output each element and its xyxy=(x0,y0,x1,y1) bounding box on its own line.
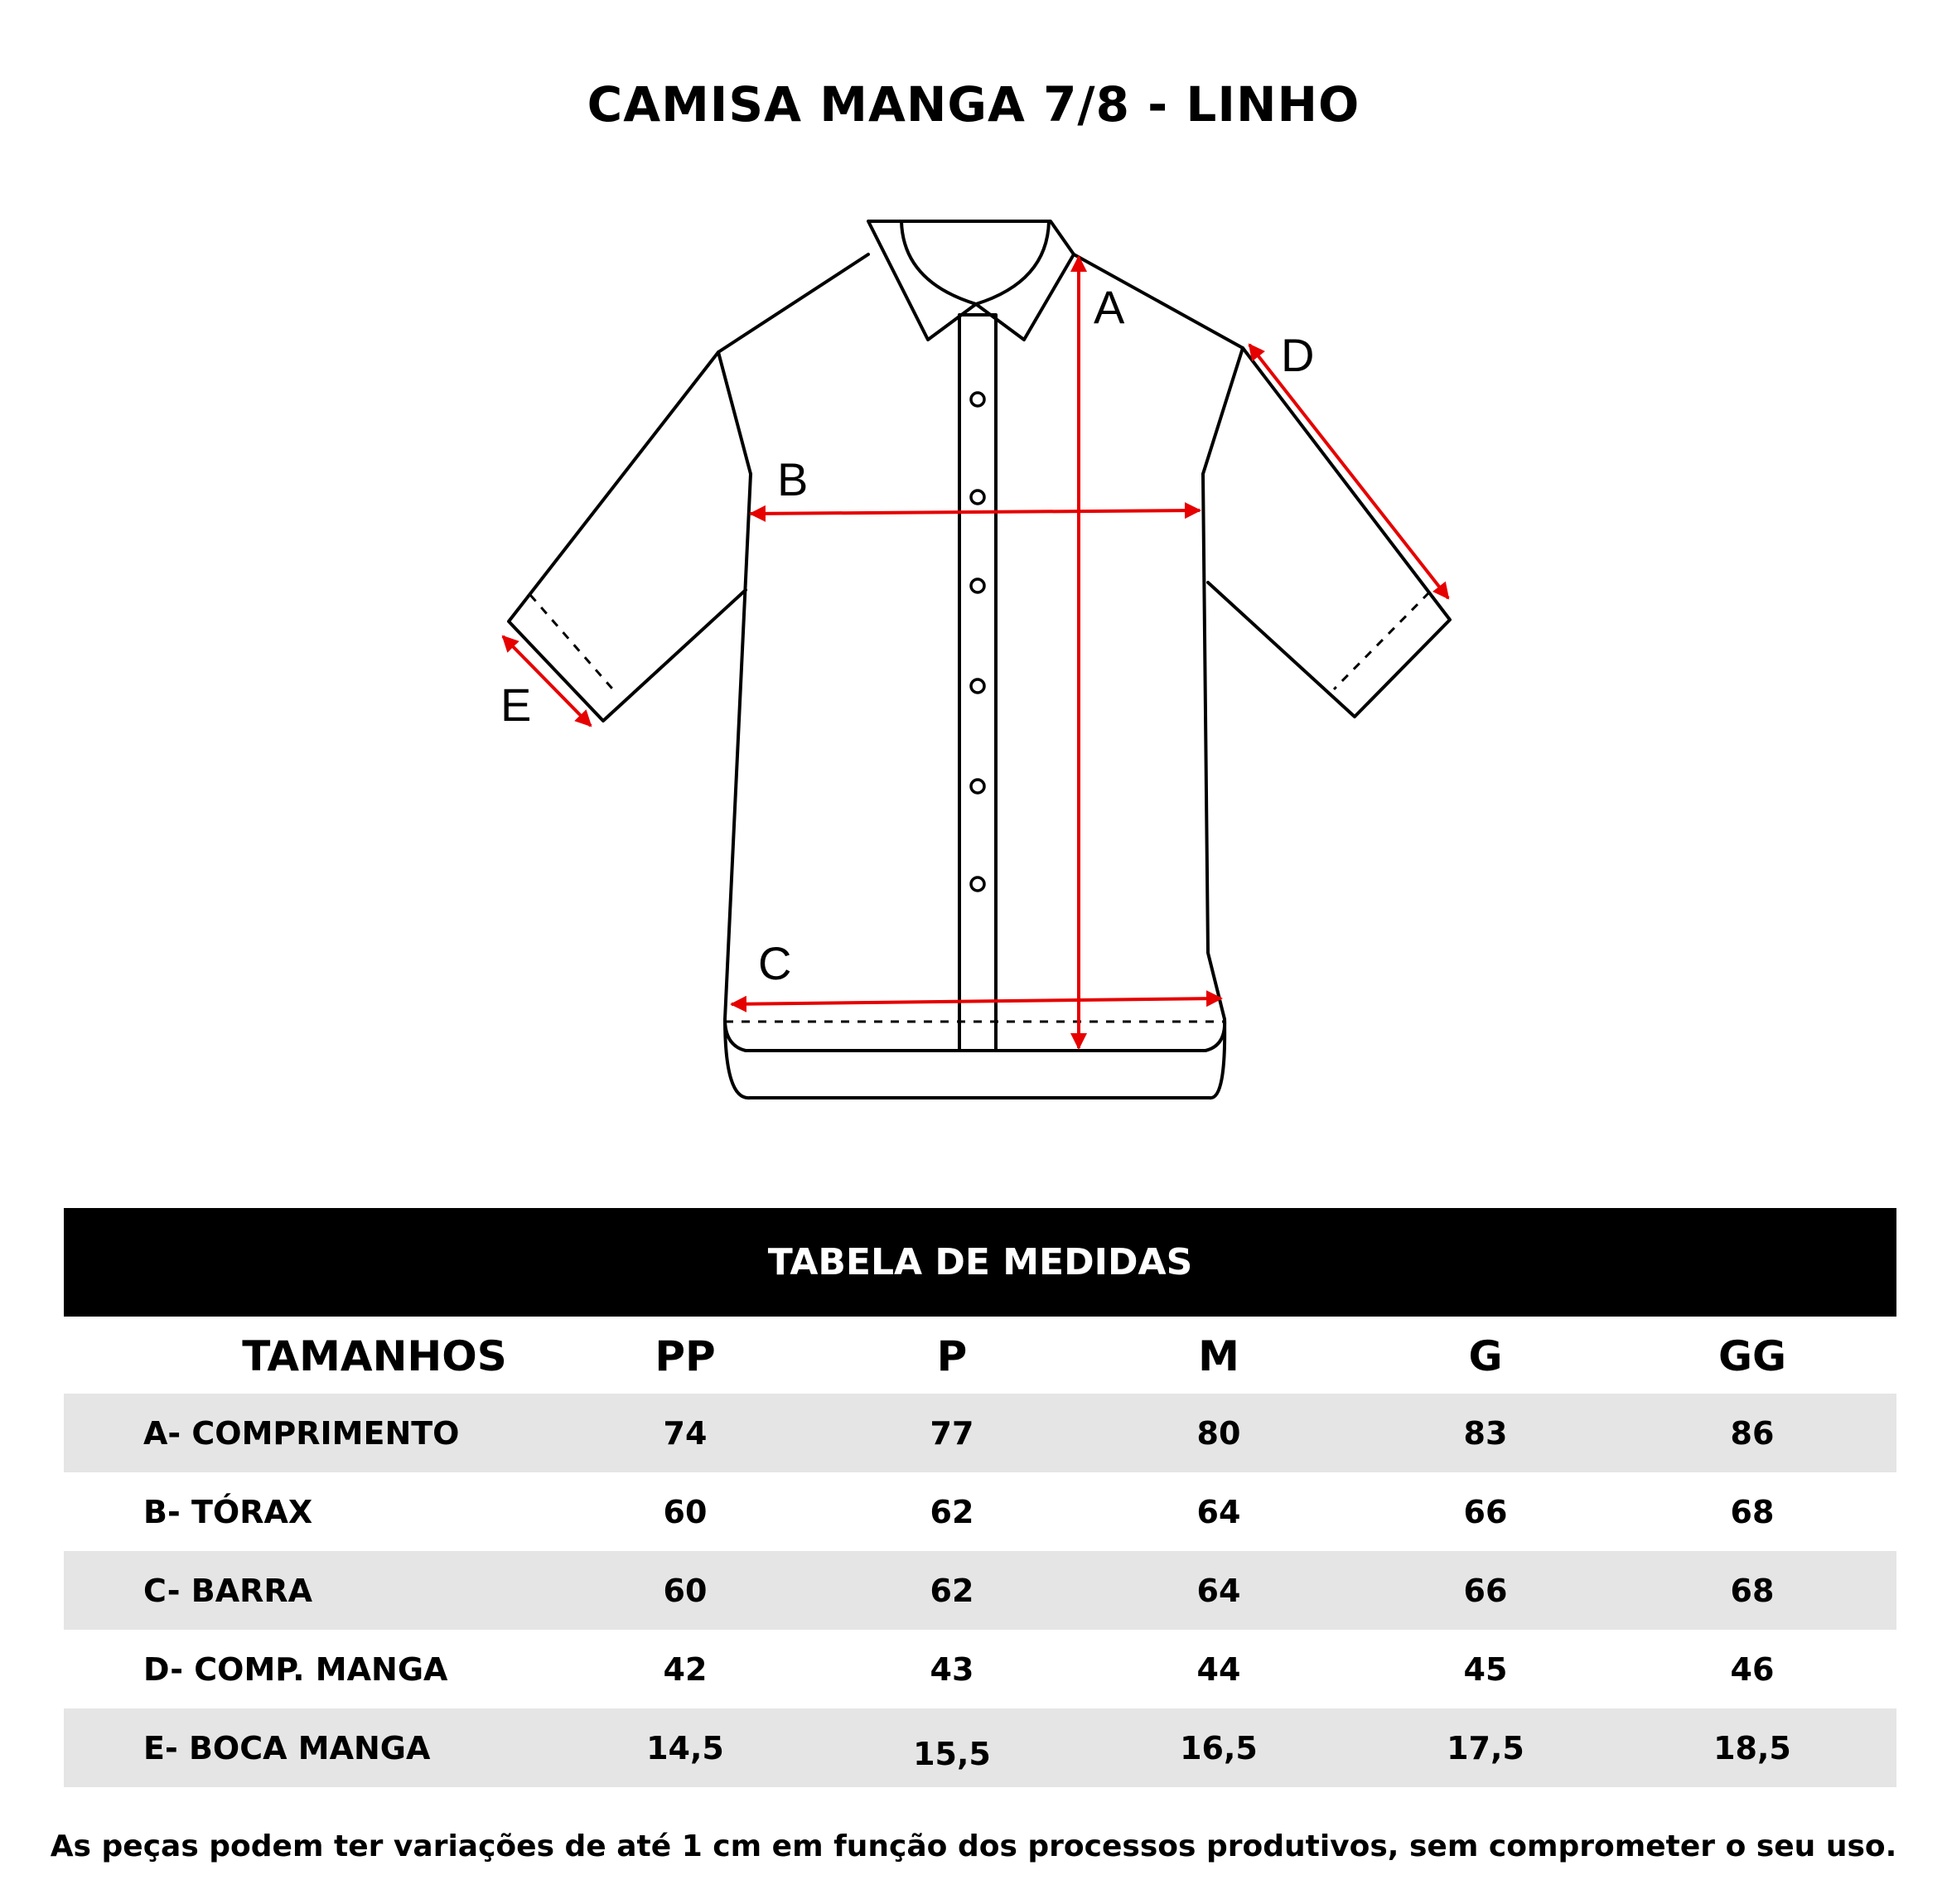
table-row xyxy=(64,1551,1896,1630)
row-label: B- TÓRAX xyxy=(143,1493,313,1530)
value-cell: 15,5 xyxy=(913,1735,991,1772)
size-p: P xyxy=(936,1332,968,1380)
value-cell: 64 xyxy=(1196,1572,1241,1609)
size-header-row xyxy=(64,1319,1896,1394)
value-cell: 60 xyxy=(663,1572,708,1609)
value-cell: 45 xyxy=(1463,1650,1508,1688)
measure-b-arrow xyxy=(751,510,1200,514)
measure-c-label: C xyxy=(758,937,792,989)
value-cell: 83 xyxy=(1463,1414,1508,1452)
size-pp: PP xyxy=(655,1332,716,1380)
table-header: TABELA DE MEDIDAS xyxy=(64,1208,1896,1317)
value-cell: 17,5 xyxy=(1447,1729,1524,1766)
row-label: E- BOCA MANGA xyxy=(143,1729,431,1766)
measure-d-label: D xyxy=(1281,329,1315,381)
value-cell: 77 xyxy=(930,1414,974,1452)
page-title: CAMISA MANGA 7/8 - LINHO xyxy=(587,76,1360,133)
value-cell: 44 xyxy=(1196,1650,1241,1688)
value-cell: 42 xyxy=(663,1650,708,1688)
value-cell: 68 xyxy=(1730,1572,1775,1609)
collar xyxy=(868,221,1074,340)
size-gg: GG xyxy=(1718,1332,1787,1380)
table-row xyxy=(64,1708,1896,1787)
measure-a-label: A xyxy=(1094,281,1125,333)
value-cell: 68 xyxy=(1730,1493,1775,1530)
value-cell: 18,5 xyxy=(1713,1729,1791,1766)
value-cell: 66 xyxy=(1463,1493,1508,1530)
value-cell: 62 xyxy=(930,1493,974,1530)
value-cell: 14,5 xyxy=(646,1729,724,1766)
size-m: M xyxy=(1198,1332,1239,1380)
left-sleeve xyxy=(509,352,746,721)
value-cell: 43 xyxy=(930,1650,974,1688)
table-row xyxy=(64,1472,1896,1551)
table-row xyxy=(64,1630,1896,1708)
value-cell: 74 xyxy=(663,1414,708,1452)
measure-c-arrow xyxy=(732,998,1221,1004)
value-cell: 60 xyxy=(663,1493,708,1530)
value-cell: 64 xyxy=(1196,1493,1241,1530)
row-label: D- COMP. MANGA xyxy=(143,1650,448,1688)
value-cell: 80 xyxy=(1196,1414,1241,1452)
sizes-title: TAMANHOS xyxy=(242,1332,507,1380)
buttons xyxy=(971,393,984,891)
size-g: G xyxy=(1468,1332,1503,1380)
value-cell: 46 xyxy=(1730,1650,1775,1688)
table-row xyxy=(64,1394,1896,1472)
row-label: A- COMPRIMENTO xyxy=(143,1414,460,1452)
measure-e-label: E xyxy=(500,679,532,731)
footnote: As peças podem ter variações de até 1 cm em função dos processos produtivos, sem comprometer o seu uso. xyxy=(50,1829,1897,1863)
value-cell: 66 xyxy=(1463,1572,1508,1609)
value-cell: 62 xyxy=(930,1572,974,1609)
value-cell: 86 xyxy=(1730,1414,1775,1452)
right-sleeve xyxy=(1208,348,1450,717)
value-cell: 16,5 xyxy=(1180,1729,1258,1766)
measure-b-label: B xyxy=(777,453,809,505)
row-label: C- BARRA xyxy=(143,1572,313,1609)
measure-d-arrow xyxy=(1249,345,1448,598)
